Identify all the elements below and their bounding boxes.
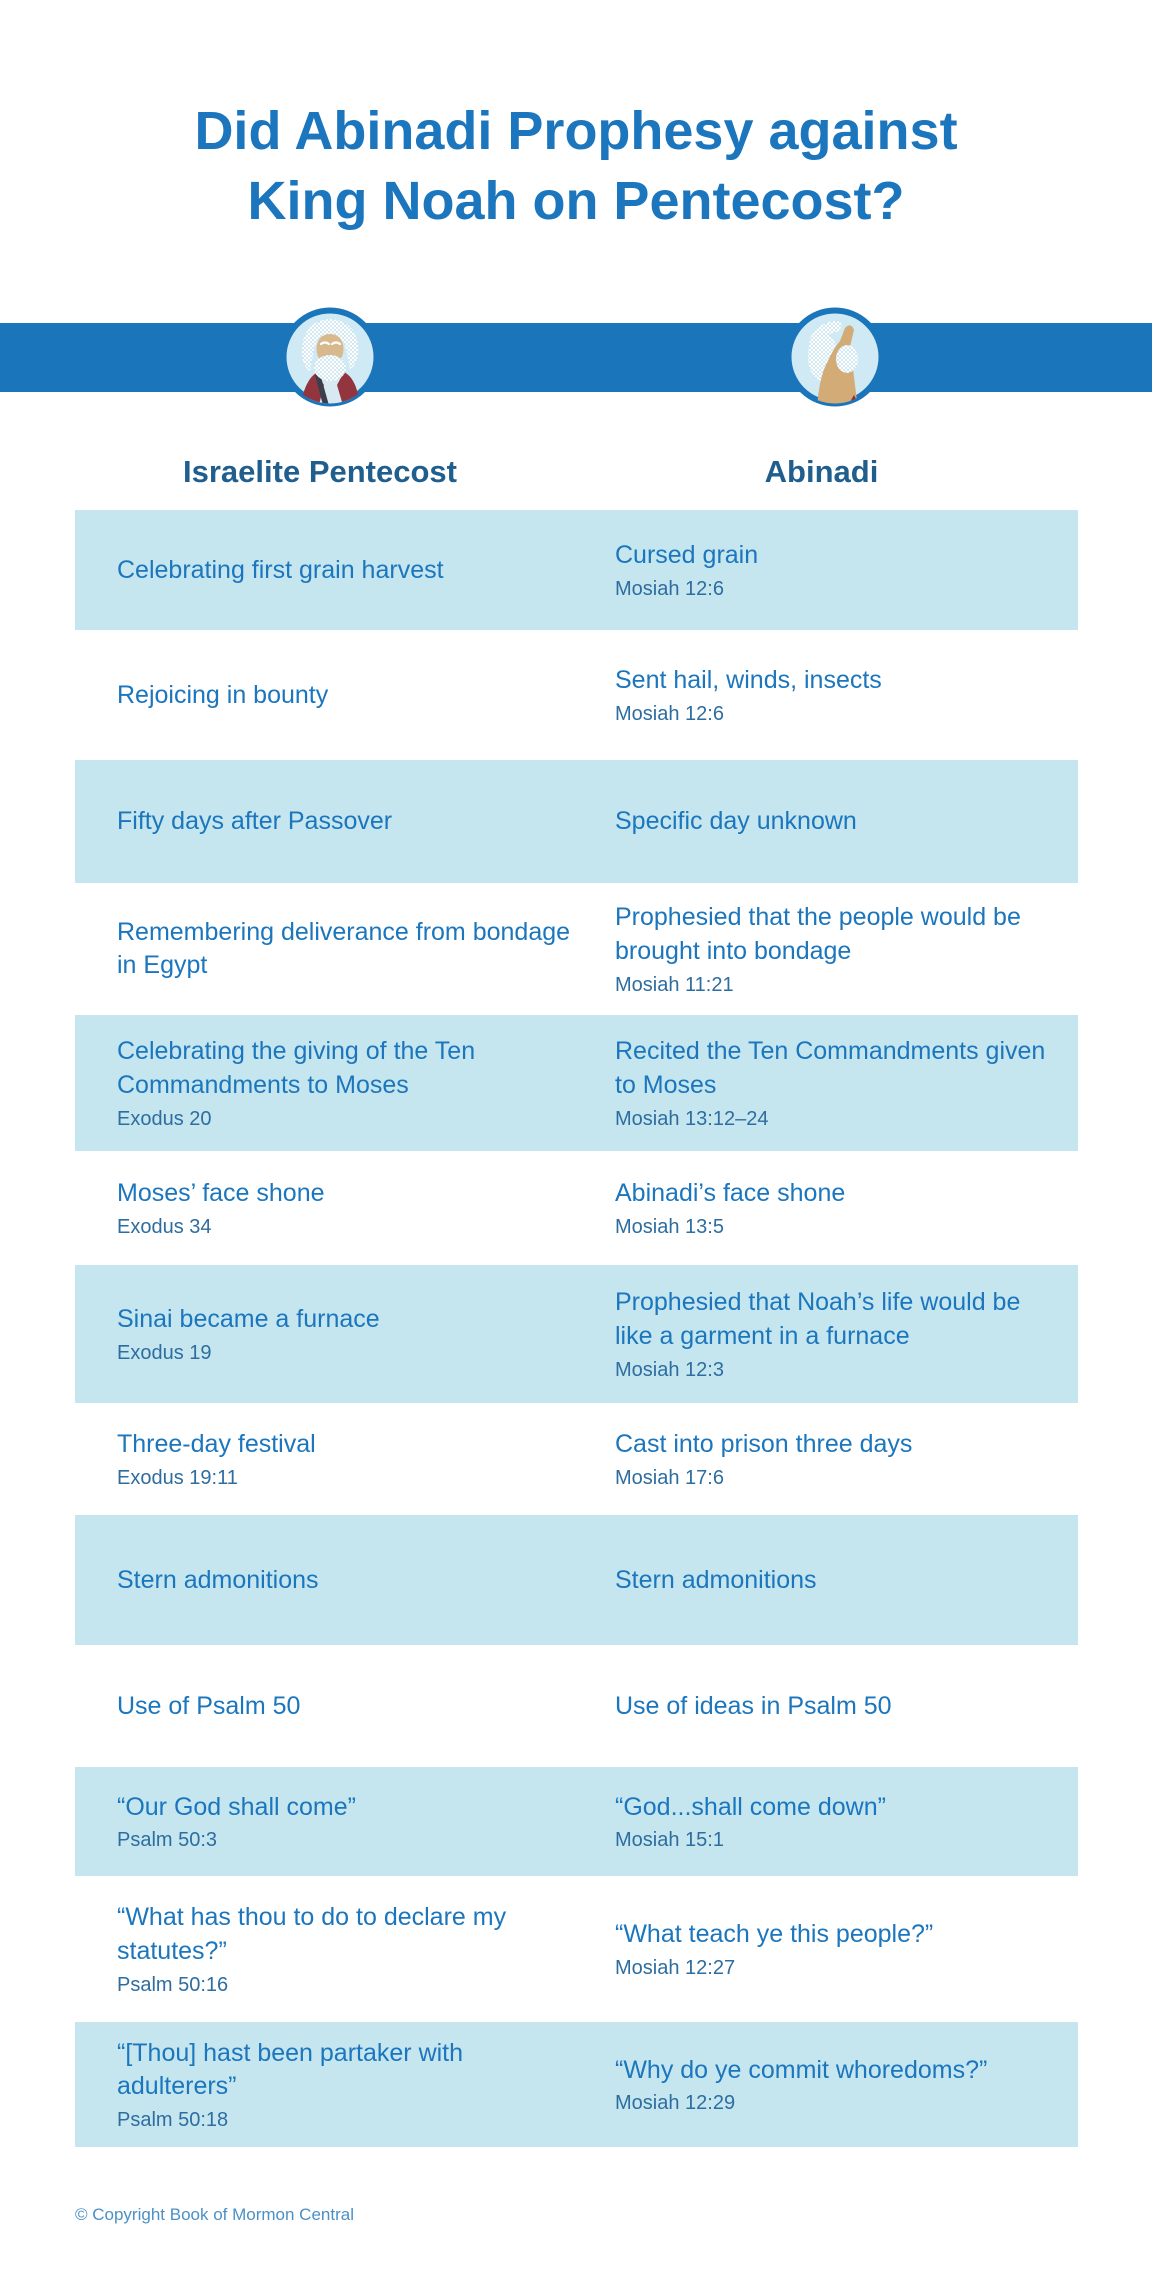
comparison-text: Use of ideas in Psalm 50 bbox=[615, 1691, 892, 1720]
column-headers bbox=[75, 454, 1078, 490]
scripture-citation: Mosiah 12:6 bbox=[615, 577, 724, 600]
comparison-table bbox=[75, 510, 1078, 2147]
scripture-citation: Psalm 50:3 bbox=[117, 1829, 218, 1852]
right-cell bbox=[615, 1791, 1078, 1854]
scripture-citation: Exodus 20 bbox=[117, 1107, 212, 1130]
left-cell bbox=[117, 679, 615, 713]
comparison-text: Sent hail, winds, insects bbox=[615, 666, 882, 694]
right-cell bbox=[615, 1564, 1078, 1598]
scripture-citation: Mosiah 12:6 bbox=[615, 702, 724, 725]
table-row bbox=[75, 760, 1078, 883]
page-title: Did Abinadi Prophesy against King Noah on Pentecost? bbox=[194, 101, 958, 232]
right-cell bbox=[615, 1286, 1078, 1383]
comparison-text: “What has thou to do to declare my statutes?” bbox=[117, 1903, 507, 1965]
scripture-citation: Psalm 50:18 bbox=[117, 2109, 229, 2132]
comparison-text: Remembering deliverance from bondage in Egypt bbox=[117, 917, 571, 980]
comparison-text: Use of Psalm 50 bbox=[117, 1691, 301, 1720]
scripture-citation: Mosiah 13:12–24 bbox=[615, 1107, 769, 1130]
left-cell bbox=[117, 554, 615, 588]
comparison-text: “Why do ye commit whoredoms?” bbox=[615, 2055, 988, 2084]
scripture-citation: Mosiah 12:29 bbox=[615, 2092, 736, 2115]
right-cell bbox=[615, 1177, 1078, 1240]
table-row bbox=[75, 1403, 1078, 1515]
moses-portrait-icon bbox=[278, 305, 382, 409]
scripture-citation: Psalm 50:16 bbox=[117, 1973, 229, 1996]
comparison-text: Sinai became a furnace bbox=[117, 1305, 380, 1333]
right-cell bbox=[615, 1428, 1078, 1491]
table-row bbox=[75, 2022, 1078, 2147]
left-cell bbox=[117, 805, 615, 839]
left-cell bbox=[117, 2037, 615, 2134]
column-header-israelite-pentecost: Israelite Pentecost bbox=[183, 454, 457, 490]
comparison-text: “Our God shall come” bbox=[117, 1792, 356, 1821]
column-header-abinadi: Abinadi bbox=[764, 454, 879, 490]
left-cell bbox=[117, 1428, 615, 1491]
left-cell bbox=[117, 1303, 615, 1366]
scripture-citation: Exodus 19 bbox=[117, 1341, 212, 1364]
table-row bbox=[75, 1265, 1078, 1403]
left-cell bbox=[117, 916, 615, 984]
left-cell bbox=[117, 1690, 615, 1724]
right-cell bbox=[615, 1035, 1078, 1132]
comparison-text: Fifty days after Passover bbox=[117, 807, 393, 835]
comparison-text: “[Thou] hast been partaker with adulterers” bbox=[117, 2038, 464, 2101]
right-cell bbox=[615, 901, 1078, 998]
right-cell bbox=[615, 2054, 1078, 2117]
comparison-text: Cursed grain bbox=[615, 541, 759, 569]
scripture-citation: Mosiah 17:6 bbox=[615, 1466, 724, 1489]
comparison-text: Stern admonitions bbox=[117, 1565, 319, 1594]
scripture-citation: Mosiah 12:3 bbox=[615, 1358, 724, 1381]
table-row bbox=[75, 630, 1078, 760]
copyright-text: © Copyright Book of Mormon Central bbox=[75, 2205, 354, 2225]
comparison-text: Celebrating first grain harvest bbox=[117, 555, 444, 584]
comparison-text: Abinadi’s face shone bbox=[615, 1179, 846, 1207]
scripture-citation: Mosiah 15:1 bbox=[615, 1829, 724, 1852]
right-cell bbox=[615, 1918, 1078, 1981]
table-row bbox=[75, 1015, 1078, 1151]
banner-band bbox=[0, 323, 1152, 392]
table-row bbox=[75, 510, 1078, 630]
left-cell bbox=[117, 1901, 615, 1998]
comparison-text: “God...shall come down” bbox=[615, 1792, 886, 1821]
scripture-citation: Exodus 34 bbox=[117, 1215, 212, 1238]
left-cell bbox=[117, 1035, 615, 1132]
comparison-text: Prophesied that the people would be brought into bondage bbox=[615, 903, 1021, 965]
right-cell bbox=[615, 1690, 1078, 1724]
scripture-citation: Mosiah 11:21 bbox=[615, 973, 734, 996]
left-cell bbox=[117, 1791, 615, 1854]
comparison-text: Moses’ face shone bbox=[117, 1179, 325, 1207]
table-row bbox=[75, 1876, 1078, 2022]
scripture-citation: Exodus 19:11 bbox=[117, 1466, 238, 1489]
table-row bbox=[75, 1151, 1078, 1265]
comparison-text: Celebrating the giving of the Ten Commandments to Moses bbox=[117, 1037, 476, 1099]
left-cell bbox=[117, 1564, 615, 1598]
scripture-citation: Mosiah 12:27 bbox=[615, 1956, 736, 1979]
comparison-text: Stern admonitions bbox=[615, 1565, 817, 1594]
right-cell bbox=[615, 539, 1078, 602]
right-cell bbox=[615, 664, 1078, 727]
comparison-text: Recited the Ten Commandments given to Moses bbox=[615, 1037, 1046, 1099]
table-row bbox=[75, 1645, 1078, 1767]
scripture-citation: Mosiah 13:5 bbox=[615, 1215, 724, 1238]
comparison-text: Three-day festival bbox=[117, 1430, 316, 1458]
comparison-text: Prophesied that Noah’s life would be like a garment in a furnace bbox=[615, 1288, 1021, 1350]
right-cell bbox=[615, 805, 1078, 839]
table-row bbox=[75, 1767, 1078, 1876]
table-row bbox=[75, 1515, 1078, 1645]
comparison-text: Specific day unknown bbox=[615, 807, 857, 835]
comparison-text: “What teach ye this people?” bbox=[615, 1920, 934, 1948]
table-row bbox=[75, 883, 1078, 1015]
left-cell bbox=[117, 1177, 615, 1240]
abinadi-portrait-icon bbox=[783, 305, 887, 409]
comparison-text: Rejoicing in bounty bbox=[117, 680, 329, 709]
comparison-text: Cast into prison three days bbox=[615, 1430, 913, 1458]
